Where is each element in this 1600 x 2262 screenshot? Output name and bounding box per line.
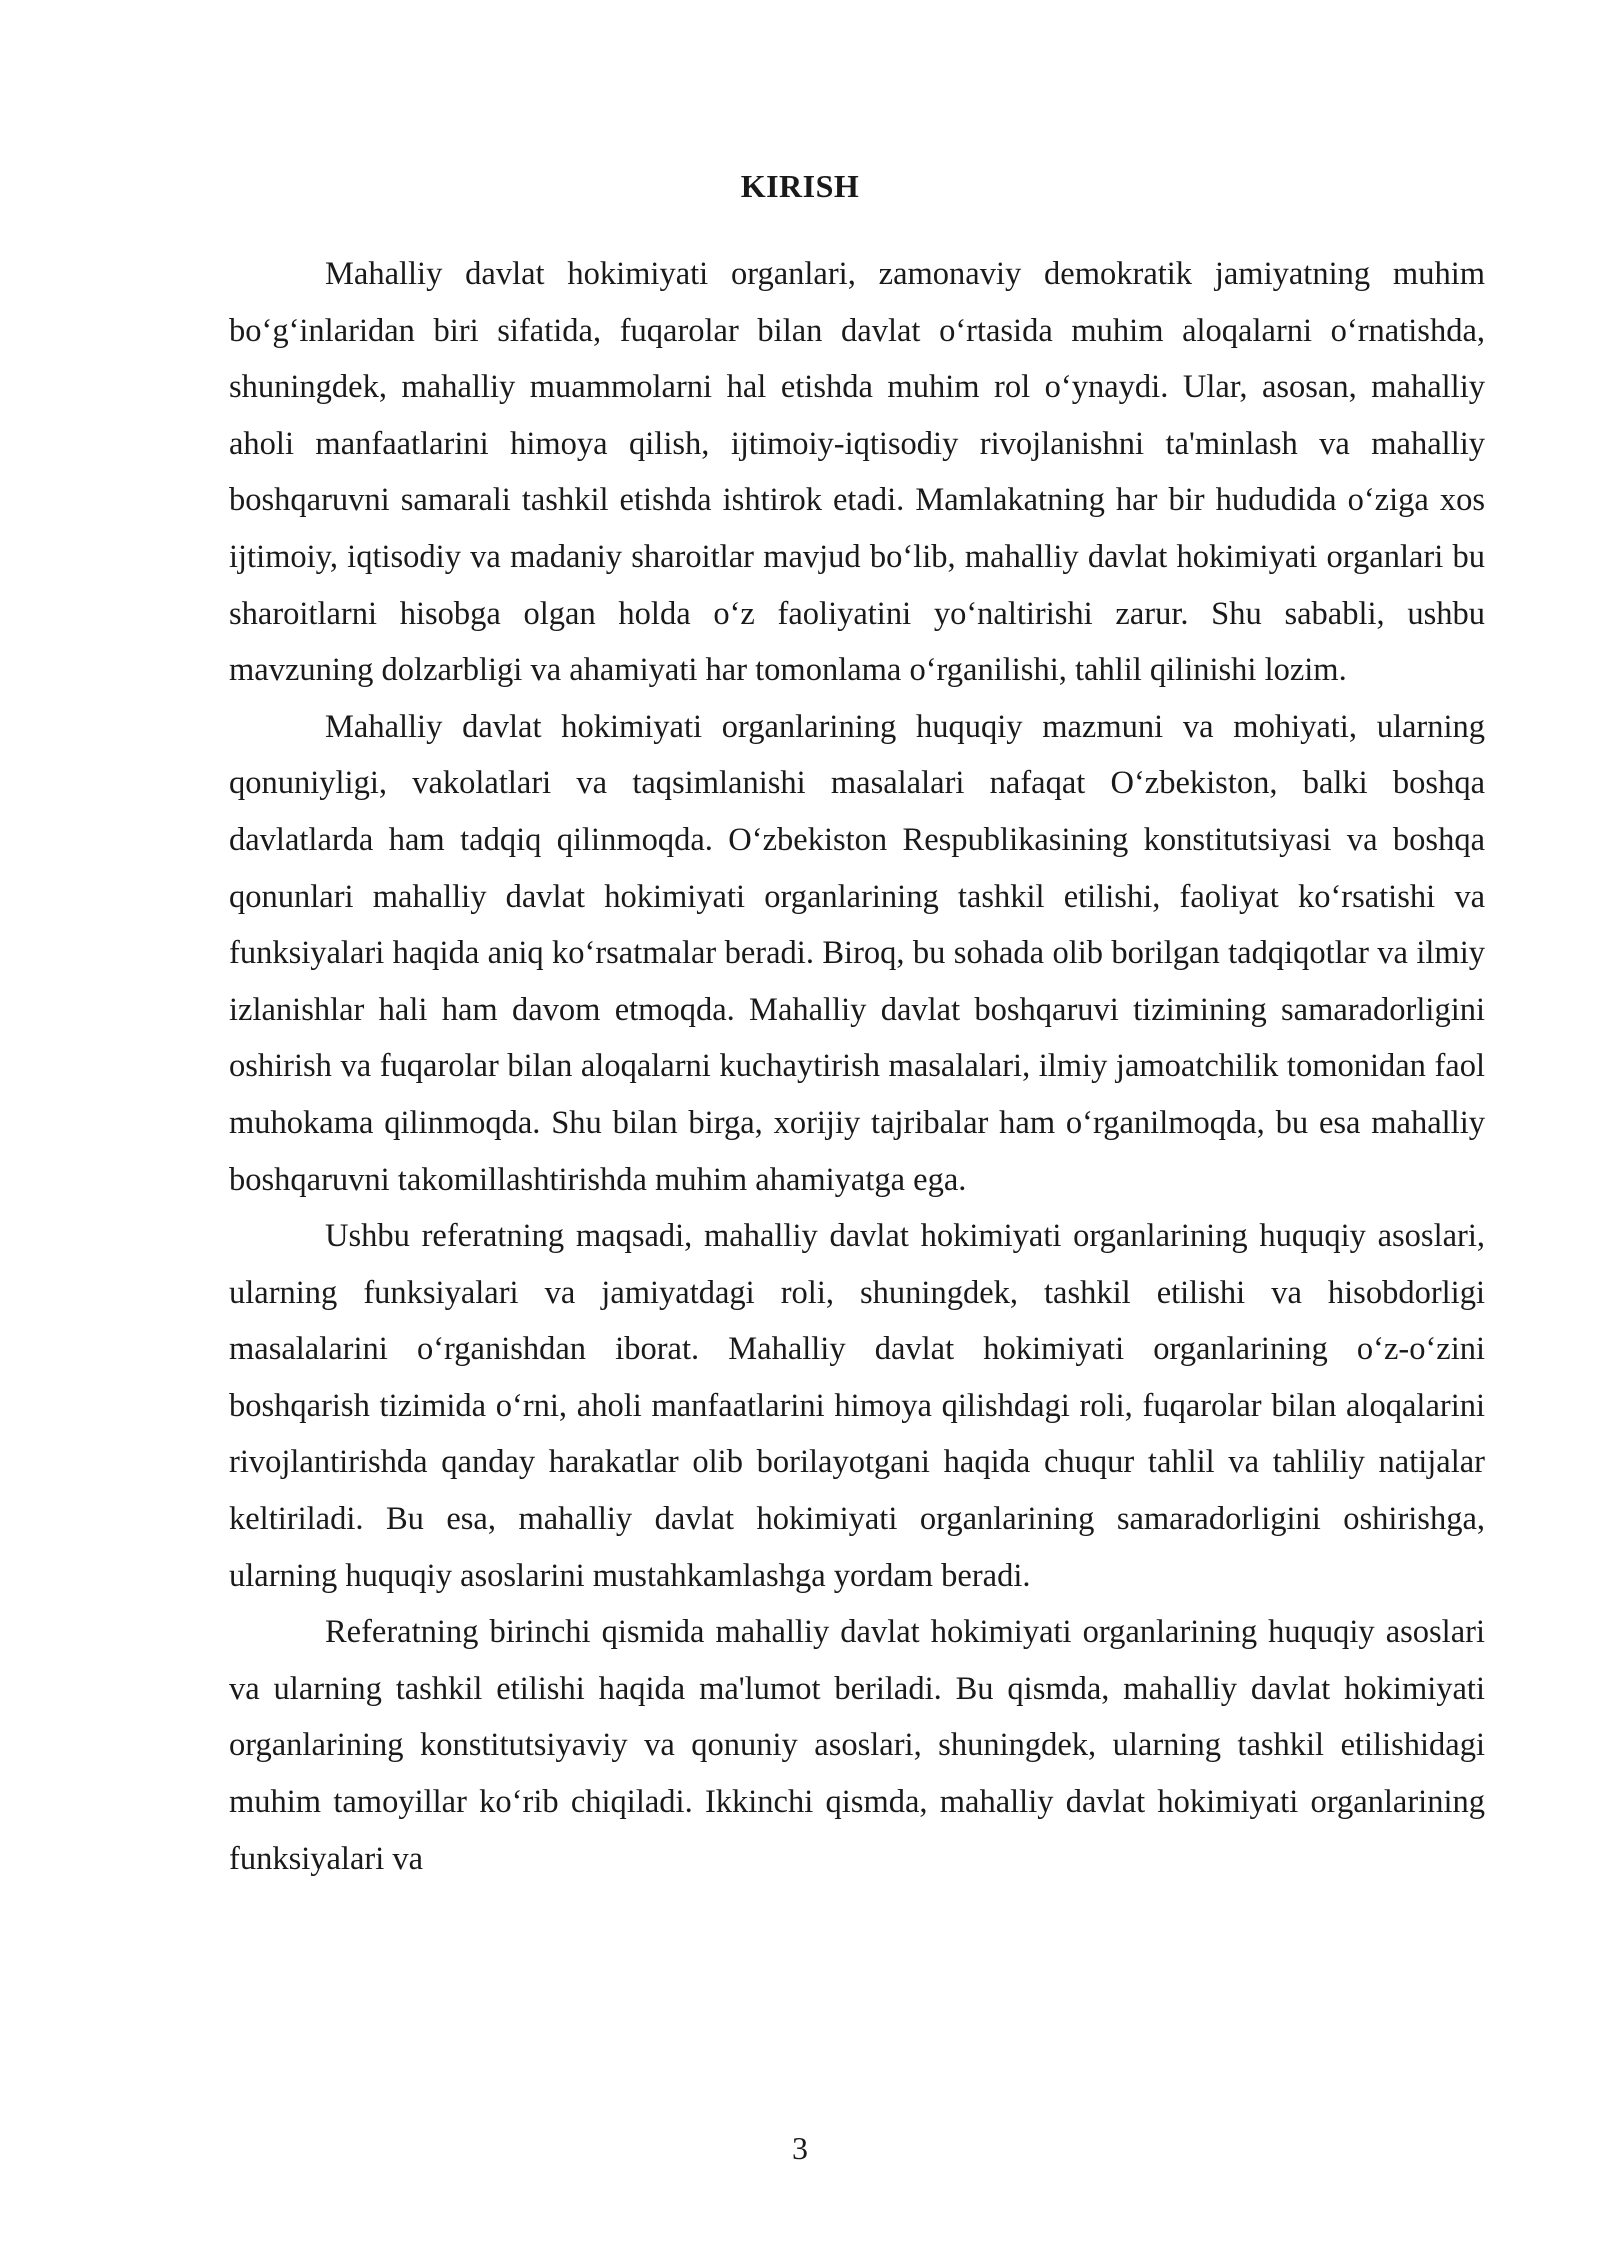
paragraph-1: Mahalliy davlat hokimiyati organlari, zamonaviy demokratik jamiyatning muhim bo‘g‘inlaridan biri sifatida, fuqarolar bilan davlat o‘rtasida muhim aloqalarni o‘rnatishda, shuningdek, mahalliy muammolarni hal etishda muhim rol o‘ynaydi. Ular, asosan, mahalliy aholi manfaatlarini himoya qilish, ijtimoiy-iqtisodiy rivojlanishni ta'minlash va mahalliy boshqaruvni samarali tashkil etishda ishtirok etadi. Mamlakatning har bir hududida o‘ziga xos ijtimoiy, iqtisodiy va madaniy sharoitlar mavjud bo‘lib, mahalliy davlat hokimiyati organlari bu sharoitlarni hisobga olgan holda o‘z faoliyatini yo‘naltirishi zarur. Shu sababli, ushbu mavzuning dolzarbligi va ahamiyati har tomonlama o‘rganilishi, tahlil qilinishi lozim. — [229, 256, 1485, 689]
section-title: KIRISH — [740, 168, 860, 204]
paragraph-2: Mahalliy davlat hokimiyati organlarining huquqiy mazmuni va mohiyati, ularning qonuniyligi, vakolatlari va taqsimlanishi masalalari nafaqat O‘zbekiston, balki boshqa davlatlarda ham tadqiq qilinmoqda. O‘zbekiston Respublikasining konstitutsiyasi va boshqa qonunlari mahalliy davlat hokimiyati organlarining tashkil etilishi, faoliyat ko‘rsatishi va funksiyalari haqida aniq ko‘rsatmalar beradi. Biroq, bu sohada olib borilgan tadqiqotlar va ilmiy izlanishlar hali ham davom etmoqda. Mahalliy davlat boshqaruvi tizimining samaradorligini oshirish va fuqarolar bilan aloqalarni kuchaytirish masalalari, ilmiy jamoatchilik tomonidan faol muhokama qilinmoqda. Shu bilan birga, xorijiy tajribalar ham o‘rganilmoqda, bu esa mahalliy boshqaruvni takomillashtirishda muhim ahamiyatga ega. — [229, 708, 1485, 1198]
paragraph-3: Ushbu referatning maqsadi, mahalliy davlat hokimiyati organlarining huquqiy asoslari, ularning funksiyalari va jamiyatdagi roli, shuningdek, tashkil etilishi va hisobdorligi masalalarini o‘rganishdan iborat. Mahalliy davlat hokimiyati organlarining o‘z-o‘zini boshqarish tizimida o‘rni, aholi manfaatlarini himoya qilishdagi roli, fuqarolar bilan aloqalarini rivojlantirishda qanday harakatlar olib borilayotgani haqida chuqur tahlil va tahliliy natijalar keltiriladi. Bu esa, mahalliy davlat hokimiyati organlarining samaradorligini oshirishga, ularning huquqiy asoslarini mustahkamlashga yordam beradi. — [229, 1218, 1485, 1594]
paragraph-4: Referatning birinchi qismida mahalliy davlat hokimiyati organlarining huquqiy asoslari va ularning tashkil etilishi haqida ma'lumot beriladi. Bu qismda, mahalliy davlat hokimiyati organlarining konstitutsiyaviy va qonuniy asoslari, shuningdek, ularning tashkil etilishidagi muhim tamoyillar ko‘rib chiqiladi. Ikkinchi qismda, mahalliy davlat hokimiyati organlarining funksiyalari va — [229, 1614, 1485, 1877]
page-number: 3 — [792, 2130, 808, 2166]
body-text — [229, 246, 1485, 1887]
